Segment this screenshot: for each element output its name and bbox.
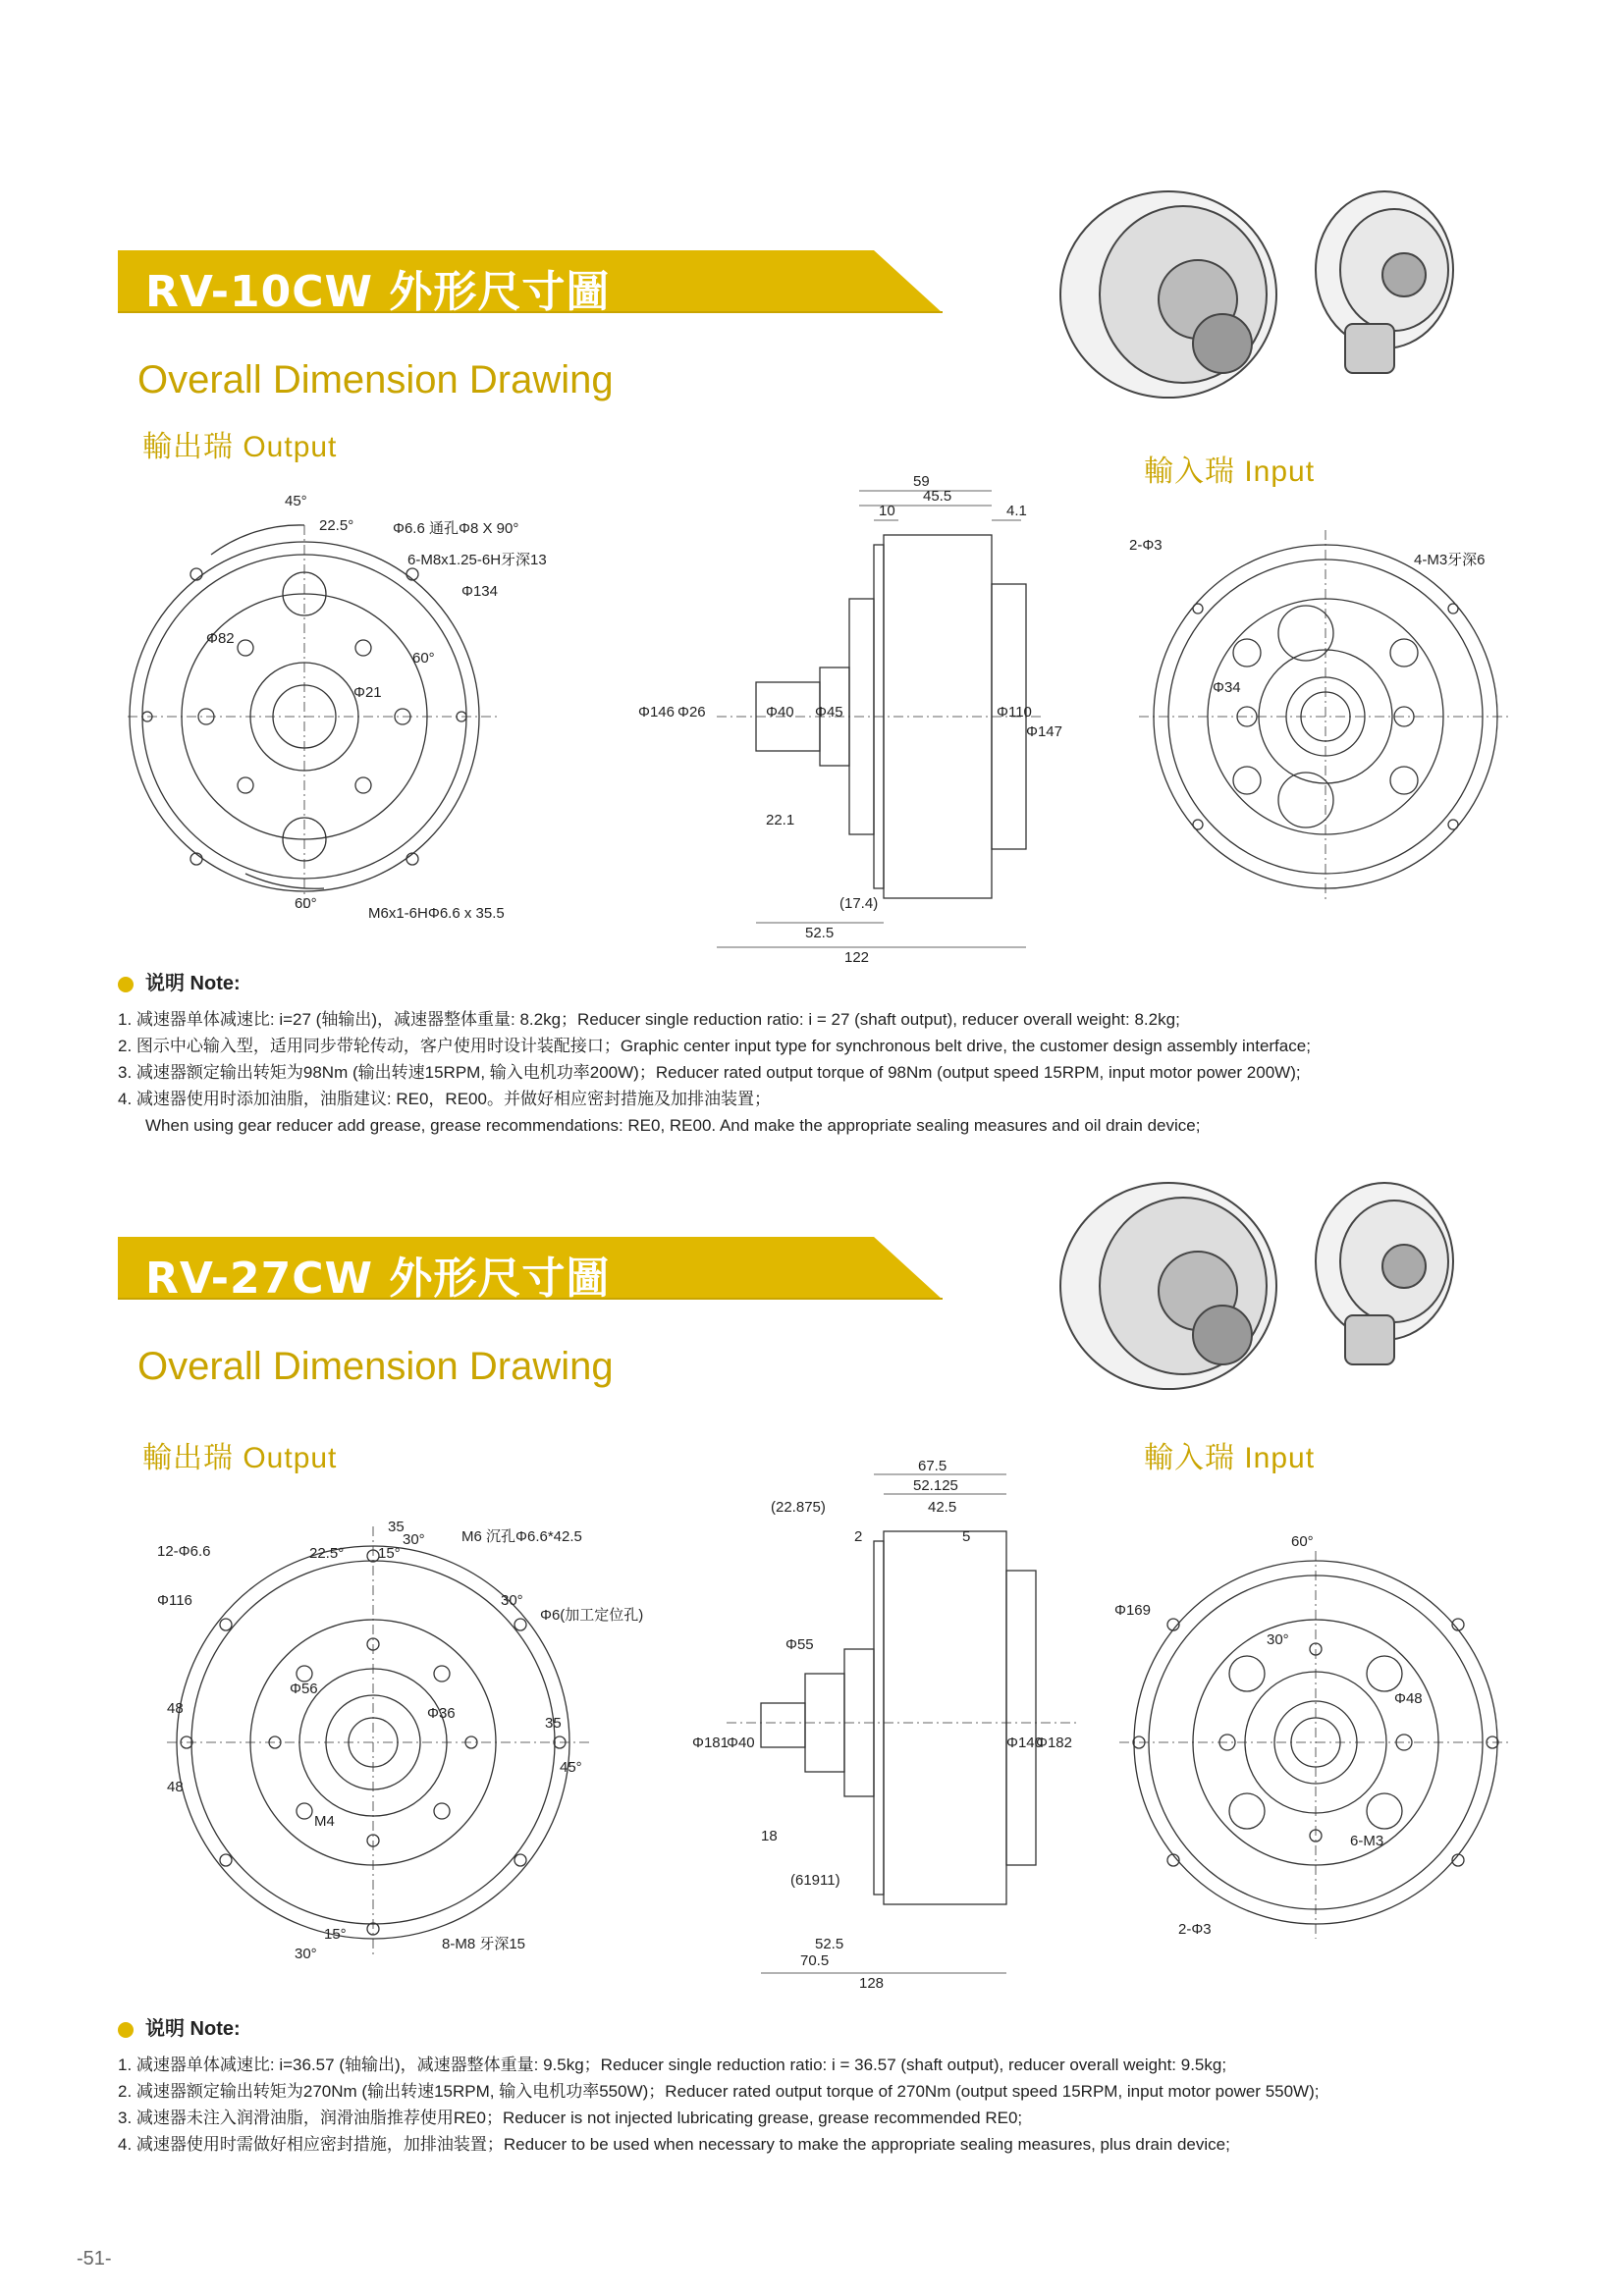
note-item: 1. 减速器单体减速比: i=36.57 (轴输出)，减速器整体重量: 9.5kg；Reducer single reduction ratio: i = 36.57 (shaft output), reducer overall weight: 9.5kg; — [118, 2056, 1227, 2074]
s1-side-dim-45-5: 45.5 — [923, 488, 952, 505]
s2-out-dim-30c: 30° — [295, 1946, 317, 1962]
s2-side-dim-2: 2 — [854, 1528, 863, 1545]
s2-side-dim-52-125: 52.125 — [913, 1477, 958, 1494]
s1-side-dim-17-4: (17.4) — [839, 895, 879, 912]
note-item: 3. 减速器未注入润滑油脂，润滑油脂推荐使用RE0；Reducer is not injected lubricating grease, grease recommended RE0; — [118, 2109, 1023, 2127]
s2-out-dim-m6: M6 沉孔Φ6.6*42.5 — [461, 1528, 582, 1545]
s2-side-dim-42-5: 42.5 — [928, 1499, 957, 1516]
note-item: 2. 图示中心输入型，适用同步带轮传动，客户使用时设计装配接口；Graphic center input type for synchronous belt drive, the customer design assembly interface; — [118, 1037, 1311, 1055]
s2-out-dim-m4: M4 — [314, 1813, 335, 1830]
s2-out-dim-30a: 30° — [403, 1531, 425, 1548]
section1-output-drawing — [128, 486, 547, 937]
s2-out-dim-36: Φ36 — [427, 1705, 456, 1722]
section2-input-label: 輸入瑞 Input — [1144, 1442, 1316, 1474]
section2-output-label: 輸出瑞 Output — [142, 1442, 338, 1474]
s2-out-dim-15b: 15° — [324, 1926, 347, 1943]
s1-in-dim-34: Φ34 — [1213, 679, 1241, 696]
s2-side-dim-22-875: (22.875) — [771, 1499, 826, 1516]
section1-title: RV-10CW 外形尺寸圖 — [145, 267, 611, 317]
s2-side-dim-70-5: 70.5 — [800, 1952, 830, 1969]
s2-out-dim-30b: 30° — [501, 1592, 523, 1609]
s2-in-dim-30: 30° — [1267, 1631, 1289, 1648]
s2-out-dim-45: 45° — [560, 1759, 582, 1776]
s1-in-dim-2-3: 2-Φ3 — [1129, 537, 1163, 554]
section1-input-drawing — [1119, 510, 1542, 923]
s1-side-dim-59: 59 — [913, 473, 930, 490]
s1-out-dim-m6: M6x1-6HΦ6.6 x 35.5 — [368, 905, 505, 922]
note-item: 4. 减速器使用时添加油脂，油脂建议: RE0，RE00。并做好相应密封措施及加排油装置； — [118, 1090, 771, 1108]
s1-side-dim-4-1: 4.1 — [1006, 503, 1027, 519]
s2-out-dim-m8: 8-M8 牙深15 — [442, 1936, 526, 1952]
note-item: 4. 减速器使用时需做好相应密封措施，加排油装置；Reducer to be used when necessary to make the appropriate sealing measures, plus drain device; — [118, 2135, 1230, 2154]
section2-note-heading: 说明 Note: — [118, 2012, 241, 2041]
s2-out-dim-15a: 15° — [378, 1545, 401, 1562]
s2-out-dim-22-5: 22.5° — [309, 1545, 345, 1562]
section1-note-heading: 说明 Note: — [118, 967, 241, 995]
s2-out-dim-12-6-6: 12-Φ6.6 — [157, 1543, 211, 1560]
s1-side-dim-147: Φ147 — [1026, 723, 1062, 740]
note-item: 3. 减速器额定输出转矩为98Nm (输出转速15RPM, 输入电机功率200W)；Reducer rated output torque of 98Nm (output speed 15RPM, input motor power 200W); — [118, 1063, 1301, 1082]
section2-title: RV-27CW 外形尺寸圖 — [145, 1254, 611, 1304]
s2-out-dim-116: Φ116 — [157, 1592, 192, 1609]
s1-out-dim-22-5: 22.5° — [319, 517, 354, 534]
s2-side-dim-67-5: 67.5 — [918, 1458, 947, 1474]
s2-in-dim-60: 60° — [1291, 1533, 1314, 1550]
s1-side-dim-45: Φ45 — [815, 704, 843, 721]
s1-side-dim-110: Φ110 — [997, 704, 1032, 721]
section2-title-banner — [118, 1237, 943, 1304]
section2-subtitle: Overall Dimension Drawing — [137, 1345, 614, 1388]
s1-side-dim-122: 122 — [844, 949, 870, 966]
s2-out-dim-35a: 35 — [388, 1519, 405, 1535]
s1-side-dim-40: Φ40 — [766, 704, 794, 721]
section2-output-drawing — [147, 1497, 697, 1968]
section1-title-banner — [118, 250, 943, 317]
section1-output-label: 輸出瑞 Output — [142, 431, 338, 463]
s2-side-dim-55: Φ55 — [785, 1636, 814, 1653]
s2-out-dim-6: Φ6(加工定位孔) — [540, 1607, 644, 1624]
note-continuation: When using gear reducer add grease, grease recommendations: RE0, RE00. And make the appropriate sealing measures and oil drain device; — [145, 1116, 1201, 1135]
s1-out-dim-45: 45° — [285, 493, 307, 509]
s2-out-dim-56: Φ56 — [290, 1681, 318, 1697]
s2-side-dim-40: Φ40 — [727, 1735, 755, 1751]
s1-out-dim-82: Φ82 — [206, 630, 235, 647]
s2-in-dim-2-3: 2-Φ3 — [1178, 1921, 1212, 1938]
s2-out-dim-48a: 48 — [167, 1700, 184, 1717]
s1-out-dim-hole: Φ6.6 通孔Φ8 X 90° — [393, 520, 519, 537]
s1-side-dim-146: Φ146 — [638, 704, 675, 721]
s2-side-dim-182: Φ182 — [1036, 1735, 1072, 1751]
s2-side-dim-18: 18 — [761, 1828, 778, 1844]
s1-side-dim-52-5: 52.5 — [805, 925, 835, 941]
note-item: 1. 减速器单体减速比: i=27 (轴输出)，减速器整体重量: 8.2kg；Reducer single reduction ratio: i = 27 (shaft output), reducer overall weight: 8.2kg; — [118, 1010, 1180, 1029]
section1-notes — [118, 1006, 1532, 1139]
s1-side-dim-10: 10 — [879, 503, 895, 519]
s2-side-dim-5: 5 — [962, 1528, 971, 1545]
section2-product-image — [1051, 1168, 1522, 1394]
section1-side-drawing — [628, 461, 1062, 972]
s2-out-dim-48b: 48 — [167, 1779, 184, 1795]
s2-side-dim-140: Φ140 — [1006, 1735, 1043, 1751]
s1-out-dim-m8: 6-M8x1.25-6H牙深13 — [407, 552, 547, 568]
section2-input-drawing — [1100, 1531, 1532, 1953]
section2-side-drawing — [687, 1453, 1090, 1998]
s2-side-dim-61911: (61911) — [790, 1872, 840, 1889]
s2-side-dim-181: Φ181 — [692, 1735, 729, 1751]
section1-product-image — [1051, 177, 1522, 402]
s1-out-dim-134: Φ134 — [461, 583, 498, 600]
section1-subtitle: Overall Dimension Drawing — [137, 358, 614, 401]
s1-out-dim-60b: 60° — [295, 895, 317, 912]
s2-side-dim-52-5: 52.5 — [815, 1936, 844, 1952]
s1-out-dim-60a: 60° — [412, 650, 435, 667]
s1-side-dim-22-1: 22.1 — [766, 812, 795, 828]
s2-side-dim-128: 128 — [859, 1975, 885, 1992]
s1-in-dim-m3: 4-M3牙深6 — [1414, 552, 1486, 568]
s2-in-dim-48: Φ48 — [1394, 1690, 1423, 1707]
s2-out-dim-35b: 35 — [545, 1715, 562, 1732]
s1-side-dim-26: Φ26 — [677, 704, 706, 721]
bullet-dot-icon — [118, 977, 134, 992]
note-item: 2. 减速器额定输出转矩为270Nm (输出转速15RPM, 输入电机功率550W)；Reducer rated output torque of 270Nm (output speed 15RPM, input motor power 550W); — [118, 2082, 1320, 2101]
s2-in-dim-m3: 6-M3 — [1350, 1833, 1384, 1849]
section1-input-label: 輸入瑞 Input — [1144, 455, 1316, 488]
s1-out-dim-21: Φ21 — [353, 684, 382, 701]
section2-notes — [118, 2052, 1532, 2158]
s2-in-dim-169: Φ169 — [1114, 1602, 1151, 1619]
page-number: -51- — [77, 2248, 112, 2269]
bullet-dot-icon — [118, 2022, 134, 2038]
